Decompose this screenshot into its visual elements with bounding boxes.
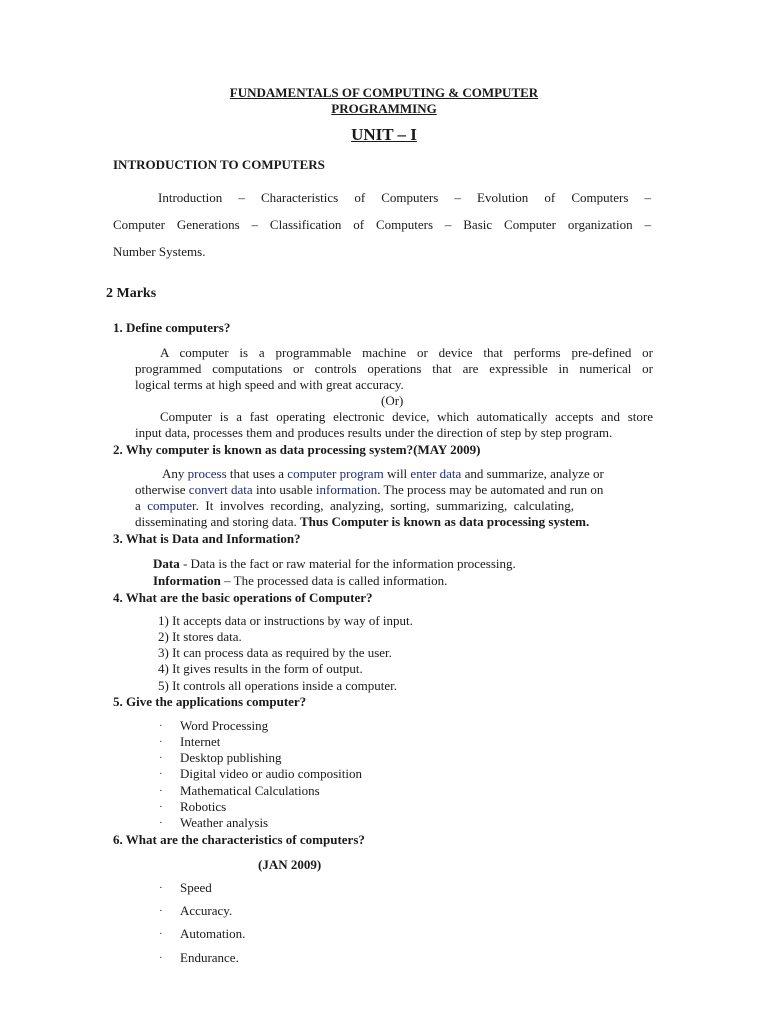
list-item: 4) It gives results in the form of output. <box>158 661 363 676</box>
bullet-icon: · <box>159 817 163 829</box>
list-item: 1) It accepts data or instructions by way of input. <box>158 613 413 628</box>
list-item: Speed <box>180 880 212 895</box>
syllabus-line2: Computer Generations – Classification of Computers – Basic Computer organization – <box>113 217 651 232</box>
q2-answer-line2: otherwise convert data into usable information. The process may be automated and run on <box>135 482 604 497</box>
unit-heading: UNIT – I <box>351 125 417 144</box>
computer-program-link[interactable]: computer program <box>287 466 384 481</box>
marks-heading: 2 Marks <box>106 286 157 301</box>
bullet-icon: · <box>159 952 163 964</box>
q1-answer-line5: input data, processes them and produces results under the direction of step by step program. <box>135 425 613 440</box>
q1-or: (Or) <box>381 393 404 408</box>
list-item: Mathematical Calculations <box>180 783 320 798</box>
q1-answer-line2: programmed computations or controls operations that are expressible in numerical or <box>135 361 653 376</box>
syllabus-line3: Number Systems. <box>113 244 206 259</box>
list-item: 3) It can process data as required by the user. <box>158 645 392 660</box>
q1-answer-line3: logical terms at high speed and with great accuracy. <box>135 377 404 392</box>
q3-data-definition: Data - Data is the fact or raw material for the information processing. <box>153 556 516 571</box>
q2-answer-line1: Any process that uses a computer program will enter data and summarize, analyze or <box>162 466 604 481</box>
section-heading: INTRODUCTION TO COMPUTERS <box>113 157 325 172</box>
q3-information-definition: Information – The processed data is called information. <box>153 573 448 588</box>
q1-answer-line4: Computer is a fast operating electronic device, which automatically accepts and store <box>160 409 653 424</box>
bullet-icon: · <box>159 882 163 894</box>
bullet-icon: · <box>159 736 163 748</box>
process-link[interactable]: process <box>187 466 227 481</box>
syllabus-line1: Introduction – Characteristics of Computers – Evolution of Computers – <box>158 190 651 205</box>
document-title-line1: FUNDAMENTALS OF COMPUTING & COMPUTER <box>229 85 539 100</box>
list-item: Accuracy. <box>180 903 233 918</box>
list-item: Word Processing <box>180 718 269 733</box>
convert-data-link[interactable]: convert data <box>188 482 253 497</box>
q2-answer-line4: disseminating and storing data. Thus Computer is known as data processing system. <box>135 514 590 529</box>
list-item: Endurance. <box>180 950 239 965</box>
question-3: 3. What is Data and Information? <box>113 531 301 546</box>
list-item: Robotics <box>180 799 227 814</box>
question-4: 4. What are the basic operations of Computer? <box>113 590 373 605</box>
question-5: 5. Give the applications computer? <box>113 694 307 709</box>
computer-link[interactable]: computer <box>147 498 196 513</box>
list-item: Desktop publishing <box>180 750 282 765</box>
bullet-icon: · <box>159 768 163 780</box>
bullet-icon: · <box>159 801 163 813</box>
question-1: 1. Define computers? <box>113 320 231 335</box>
information-link[interactable]: information <box>315 482 378 497</box>
q6-date: (JAN 2009) <box>258 857 322 872</box>
q2-answer-line3: a computer. It involves recording, analyzing, sorting, summarizing, calculating, <box>135 498 575 513</box>
list-item: Digital video or audio composition <box>180 766 362 781</box>
bullet-icon: · <box>159 905 163 917</box>
bullet-icon: · <box>159 928 163 940</box>
list-item: Automation. <box>180 926 246 941</box>
bullet-icon: · <box>159 785 163 797</box>
list-item: Weather analysis <box>180 815 269 830</box>
list-item: Internet <box>180 734 221 749</box>
enter-data-link[interactable]: enter data <box>410 466 462 481</box>
bullet-icon: · <box>159 720 163 732</box>
list-item: 2) It stores data. <box>158 629 242 644</box>
q1-answer-line1: A computer is a programmable machine or device that performs pre-defined or <box>160 345 653 360</box>
bullet-icon: · <box>159 752 163 764</box>
document-title-line2: PROGRAMMING <box>331 101 437 116</box>
question-2: 2. Why computer is known as data processing system?(MAY 2009) <box>113 442 481 457</box>
list-item: 5) It controls all operations inside a computer. <box>158 678 397 693</box>
question-6: 6. What are the characteristics of computers? <box>113 832 365 847</box>
